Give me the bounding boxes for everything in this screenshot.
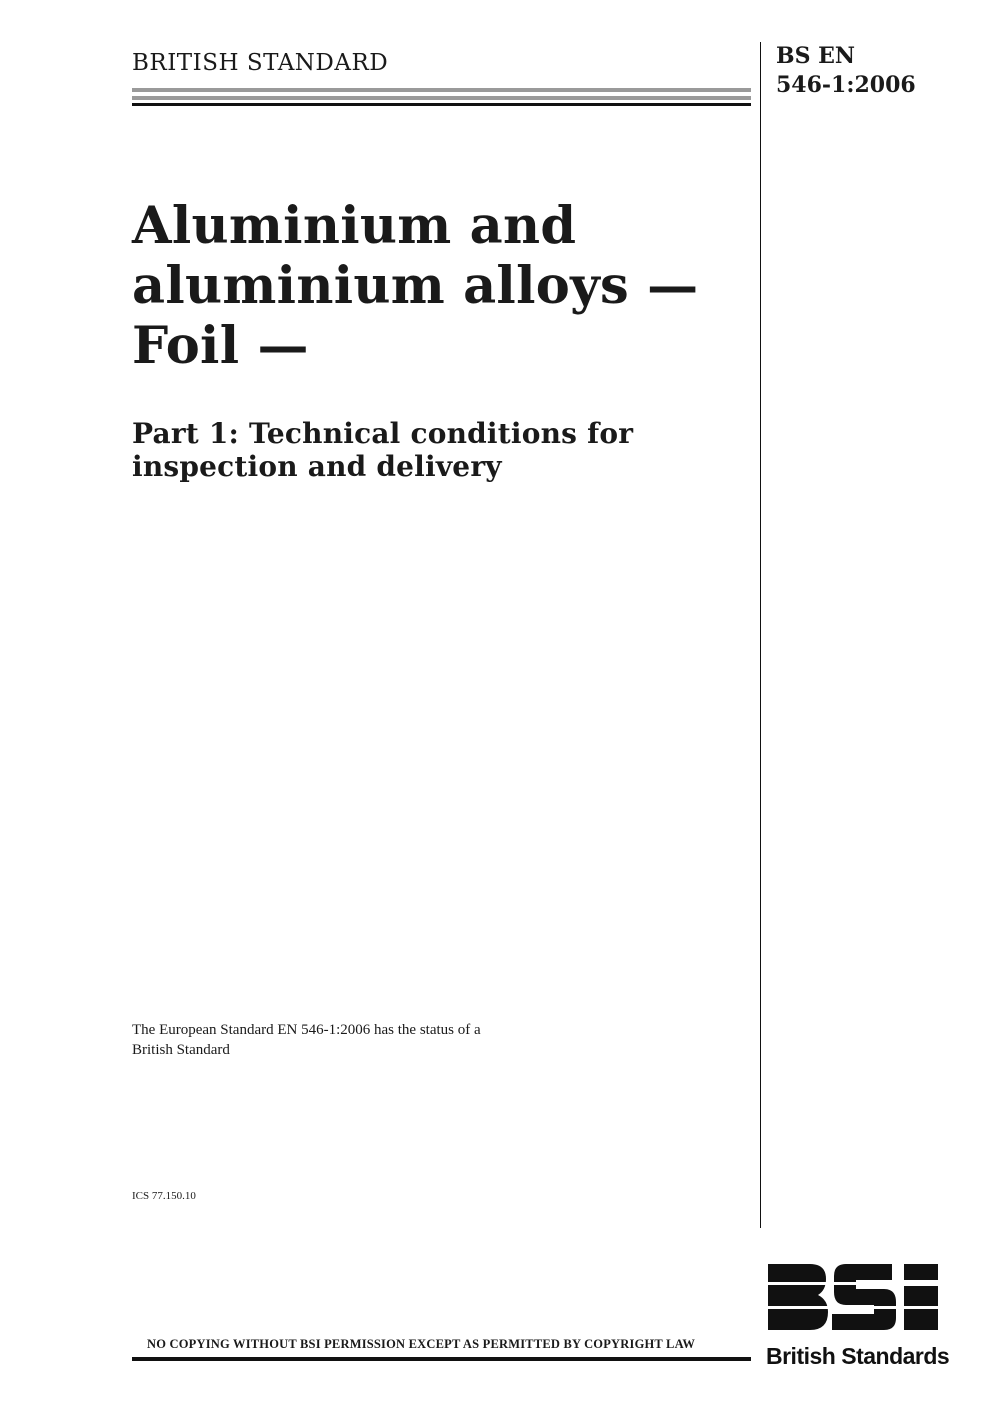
header-rule-gray-bottom: [132, 96, 751, 100]
status-line1: The European Standard EN 546-1:2006 has the status of a: [132, 1022, 481, 1038]
ics-code: ICS 77.150.10: [132, 1190, 196, 1202]
status-line2: British Standard: [132, 1042, 230, 1058]
title-line2: aluminium alloys —: [132, 256, 699, 316]
subtitle-line1: Part 1: Technical conditions for: [132, 417, 634, 450]
logo-caption: British Standards: [766, 1343, 950, 1369]
document-subtitle: [132, 417, 633, 483]
header-rule-gray-top: [132, 88, 751, 92]
document-number-line1: BS EN: [776, 43, 856, 69]
footer-rule: [132, 1357, 751, 1361]
column-divider: [760, 42, 761, 1228]
document-number: [776, 42, 916, 100]
document-title: [132, 196, 698, 376]
title-line3: Foil —: [132, 316, 309, 376]
copyright-notice: NO COPYING WITHOUT BSI PERMISSION EXCEPT AS PERMITTED BY COPYRIGHT LAW: [147, 1337, 696, 1351]
header-rule-black: [132, 103, 751, 106]
subtitle-line2: inspection and delivery: [132, 450, 502, 483]
status-statement: [132, 1020, 481, 1060]
series-label: BRITISH STANDARD: [132, 50, 389, 76]
bsi-logo-icon: [766, 1262, 946, 1332]
document-number-line2: 546-1:2006: [776, 72, 916, 98]
title-line1: Aluminium and: [132, 196, 577, 256]
